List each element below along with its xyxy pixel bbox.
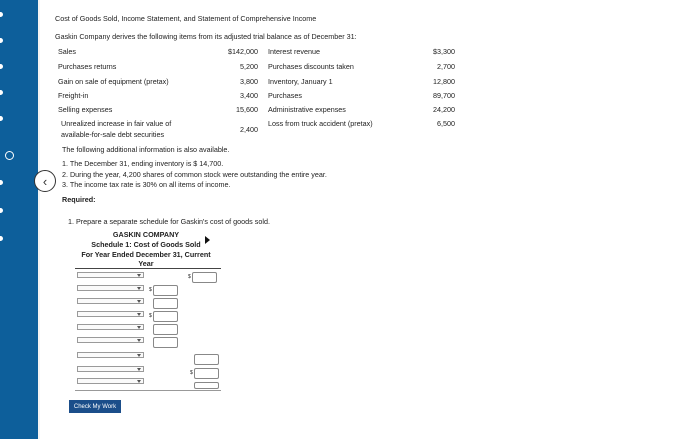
amount-input[interactable]: [194, 354, 219, 365]
tb-left-value: 3,400: [240, 91, 258, 100]
intro-text: Gaskin Company derives the following items from its adjusted trial balance as of December 31:: [55, 32, 357, 41]
tb-left-label-continued: available-for-sale debt securities: [61, 130, 165, 139]
required-label: Required:: [62, 195, 96, 204]
chevron-left-icon[interactable]: ‹: [34, 170, 56, 192]
tb-left-value: 3,800: [240, 77, 258, 86]
rail-marker[interactable]: [0, 12, 3, 17]
additional-item: 1. The December 31, ending inventory is $ 14,700.: [62, 159, 224, 168]
header-rule: [75, 268, 221, 269]
rail-marker[interactable]: [0, 116, 3, 121]
amount-input[interactable]: [153, 311, 178, 322]
rail-marker[interactable]: [0, 208, 3, 213]
schedule-title: Schedule 1: Cost of Goods Sold: [91, 240, 201, 249]
currency-symbol: $: [149, 313, 152, 319]
tb-right-label: Interest revenue: [268, 47, 320, 56]
tb-left-label: Sales: [58, 47, 76, 56]
rail-marker[interactable]: [0, 38, 3, 43]
schedule-company: GASKIN COMPANY: [112, 230, 180, 239]
additional-item: 3. The income tax rate is 30% on all items of income.: [62, 180, 231, 189]
account-dropdown[interactable]: [77, 366, 144, 372]
account-dropdown[interactable]: [77, 272, 144, 278]
amount-input[interactable]: [194, 368, 219, 379]
currency-symbol: $: [188, 274, 191, 280]
tb-left-label: Selling expenses: [58, 105, 113, 114]
tb-right-value: 6,500: [437, 119, 455, 128]
tb-right-value: 89,700: [433, 91, 455, 100]
rail-marker[interactable]: [0, 180, 3, 185]
tb-left-label: Gain on sale of equipment (pretax): [58, 77, 169, 86]
account-dropdown[interactable]: [77, 352, 144, 358]
navigation-rail: [0, 0, 38, 439]
tb-left-value: 2,400: [240, 125, 258, 134]
check-my-work-button[interactable]: Check My Work: [69, 400, 121, 413]
tb-left-label: Freight-in: [58, 91, 89, 100]
amount-input[interactable]: [192, 272, 217, 283]
tb-right-label: Loss from truck accident (pretax): [268, 119, 373, 128]
tb-left-value: $142,000: [228, 47, 258, 56]
tb-right-label: Inventory, January 1: [268, 77, 333, 86]
current-item-indicator: [5, 151, 14, 160]
tb-right-label: Administrative expenses: [268, 105, 346, 114]
tb-right-label: Purchases: [268, 91, 302, 100]
tb-right-value: $3,300: [433, 47, 455, 56]
tb-right-value: 2,700: [437, 62, 455, 71]
account-dropdown[interactable]: [77, 311, 144, 317]
rail-marker[interactable]: [0, 64, 3, 69]
currency-symbol: $: [190, 370, 193, 376]
additional-item: 2. During the year, 4,200 shares of common stock were outstanding the entire year.: [62, 170, 327, 179]
amount-input[interactable]: [153, 285, 178, 296]
tb-left-label: Purchases returns: [58, 62, 117, 71]
account-dropdown[interactable]: [77, 324, 144, 330]
schedule-period: For Year Ended December 31, Current: [81, 250, 211, 259]
amount-input[interactable]: [194, 382, 219, 389]
tb-right-label: Purchases discounts taken: [268, 62, 354, 71]
account-dropdown[interactable]: [77, 337, 144, 343]
account-dropdown[interactable]: [77, 285, 144, 291]
question-text: 1. Prepare a separate schedule for Gaskin's cost of goods sold.: [68, 217, 270, 226]
problem-title: Cost of Goods Sold, Income Statement, and Statement of Comprehensive Income: [55, 14, 317, 23]
account-dropdown[interactable]: [77, 298, 144, 304]
schedule-bottom-rule: [75, 390, 221, 391]
rail-marker[interactable]: [0, 90, 3, 95]
currency-symbol: $: [149, 287, 152, 293]
amount-input[interactable]: [153, 337, 178, 348]
account-dropdown[interactable]: [77, 378, 144, 384]
additional-heading: The following additional information is also available.: [62, 145, 230, 154]
tb-left-value: 5,200: [240, 62, 258, 71]
schedule-period-continued: Year: [138, 259, 154, 268]
tb-left-value: 15,600: [236, 105, 258, 114]
amount-input[interactable]: [153, 324, 178, 335]
amount-input[interactable]: [153, 298, 178, 309]
mouse-cursor-icon: [205, 236, 210, 244]
tb-right-value: 24,200: [433, 105, 455, 114]
tb-right-value: 12,800: [433, 77, 455, 86]
tb-left-label: Unrealized increase in fair value of: [61, 119, 172, 128]
